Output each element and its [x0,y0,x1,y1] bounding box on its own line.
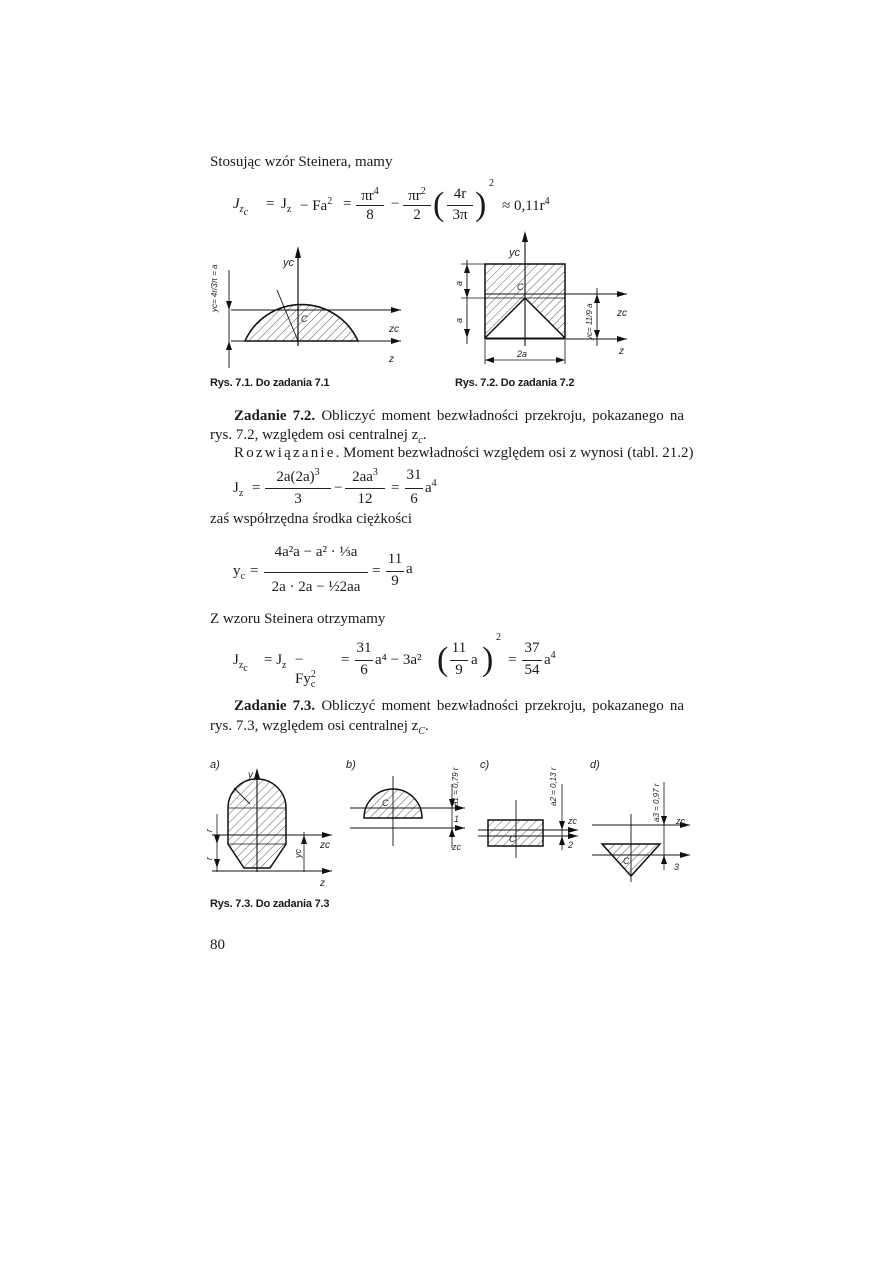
fig73-caption: Rys. 7.3. Do zadania 7.3 [210,898,330,910]
task72-title: Zadanie 7.2. [234,408,316,424]
fig71-label-zc: zc [389,324,399,335]
fig72-dim-yc: yc= 11/9 a [585,303,594,340]
fig73-b-label-n: 1 [454,814,460,824]
fig73-d-label-dim: a3 = 0,97 r [652,783,661,822]
fig73-panel-b: b) [346,759,356,771]
fig73-panel-b-drawing [350,767,465,852]
fig73-d-label-c: C [623,856,630,866]
figure-7-3 [200,758,700,898]
fig72-caption: Rys. 7.2. Do zadania 7.2 [455,377,575,389]
fig73-panel-d-drawing [592,782,690,882]
intro-text: Stosując wzór Steinera, mamy [210,154,393,170]
task72-statement: Zadanie 7.2. Obliczyć moment bezwładności przekroju, pokazanego na rys. 7.2, względem osi centralnej $z_c$. [210,408,685,446]
fig73-a-label-r2: r [204,857,214,860]
fig73-c-label-n: 2 [568,840,574,850]
fig72-label-yc: yc [509,247,520,259]
fig73-a-label-r1: r [204,829,214,832]
fig71-dim: yc= 4r/3π = a [210,264,219,312]
fig72-dim-a-bottom: a [454,317,464,323]
fig72-label-zc: zc [617,308,627,319]
fig73-b-label-dim: a1 = 0,79 r [451,767,460,806]
fig73-b-label-c: C [382,798,389,808]
fig73-a-label-yc: yc [293,849,303,858]
page-number: 80 [210,937,225,953]
task73-statement: Zadanie 7.3. Obliczyć moment bezwładności przekroju, pokazanego na rys. 7.3, względem osi centralnej $z_C$. [210,698,685,737]
figure-7-2 [455,228,655,368]
fig72-dim-2a: 2a [517,349,528,359]
document-page: Stosując wzór Steinera, mamy $J_{z_c}$ = $J_z$ − $Fa^2$ = $\pi r^4$ 8 − $\pi r^2$ 2 ( 4r 3π ) 2 ≈ $0,11r^4$ yc C zc z yc= 4r/3π = a Rys. 7.1. Do zadania 7.1 yc C zc z a a 2a yc= 11/9 a Rys. 7.2. Do zadania 7.2 Zadanie 7.2. Obliczyć moment bezwładności przekroju, pokazanego na rys. 7.2, względem osi centralnej $z_c$. Rozwiązanie. Moment bezwładności względem osi z wynosi (tabl. 21.2) $J_z$ = $2a(2a)^3$ 3 − $2aa^3$ 12 = 31 6 $a^4$ zaś współrzędna środka ciężkości $y_c$ = 4a²a − a² · ⅓a 2a · 2a − ½2aa = 11 9 a Z wzoru Steinera otrzymamy $J_{z_c}$ = $J_z$ − $Fy^2_c$ = 31 6 a⁴ − 3a² ( 11 9 a ) 2 = 37 54 $a^4$ Zadanie 7.3. Obliczyć moment bezwładności przekroju, pokazanego na rys. 7.3, względem osi centralnej $z_C$. a) b) c) d) y zc z r r yc C a1 = 0,79 r 1 zc C a2 = 0,13 r zc 2 C a3 = 0,97 r zc 3 Rys. 7.3. Do zadania 7.3 80 [0,0,893,1263]
fig71-label-yc: yc [283,257,294,269]
fig72-label-c: C [517,282,524,292]
fig71-label-z: z [389,354,394,365]
fig73-panel-a-drawing [204,768,332,889]
centroid-intro: zaś współrzędna środka ciężkości [210,511,413,527]
fig73-a-label-zc: zc [320,840,330,851]
figure-7-1 [205,240,405,370]
fig73-d-label-zc: zc [676,816,685,826]
fig71-caption: Rys. 7.1. Do zadania 7.1 [210,377,330,389]
fig73-c-label-zc: zc [568,816,577,826]
fig71-label-c: C [301,314,308,324]
fig72-label-z: z [619,346,624,357]
task72-solution: Rozwiązanie. Moment bezwładności względem osi z wynosi (tabl. 21.2) [234,445,694,461]
fig72-dim-a-top: a [454,280,464,286]
fig73-b-label-zc: zc [452,842,461,852]
fig73-c-label-dim: a2 = 0,13 r [549,767,558,806]
steiner-intro: Z wzoru Steinera otrzymamy [210,611,386,627]
fig73-panel-c: c) [480,759,490,771]
fig73-c-label-c: C [509,834,516,844]
fig73-a-label-z: z [320,878,325,889]
task73-title: Zadanie 7.3. [234,698,316,714]
fig73-panel-a: a) [210,759,220,771]
fig73-panel-c-drawing [478,767,578,858]
fig73-panel-d: d) [590,759,600,771]
fig73-a-label-y: y [248,770,253,781]
fig73-d-label-n: 3 [674,862,680,872]
